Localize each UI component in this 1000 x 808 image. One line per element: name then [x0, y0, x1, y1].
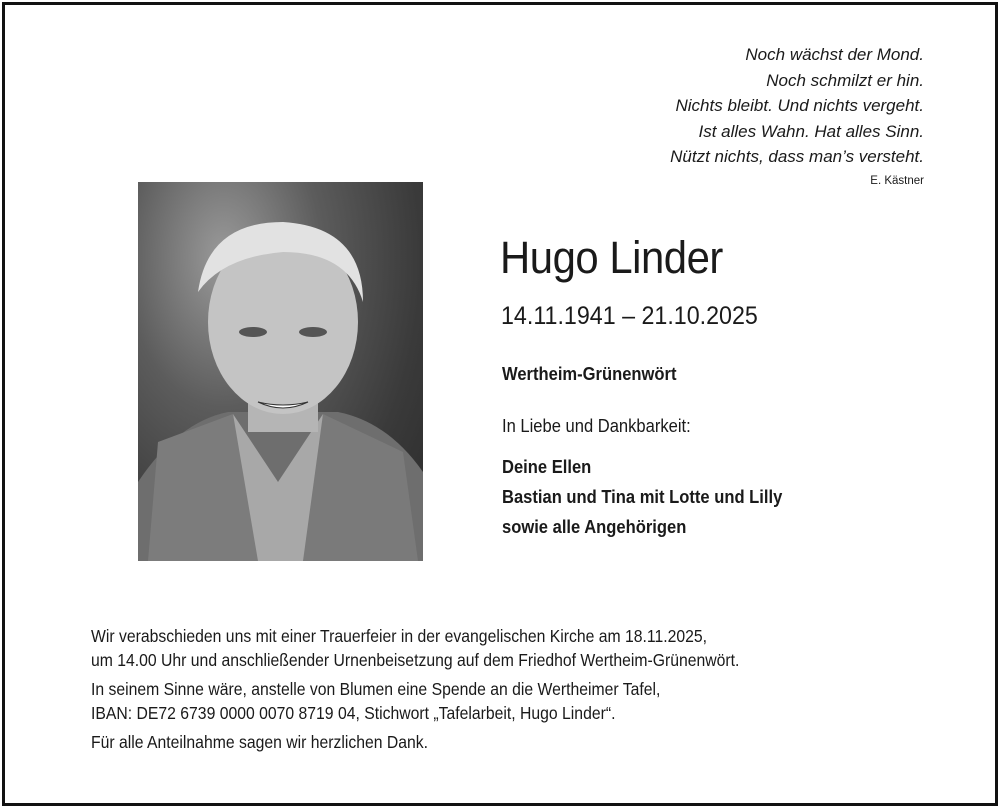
mourner-line: Deine Ellen	[502, 457, 592, 477]
poem-line: Ist alles Wahn. Hat alles Sinn.	[698, 121, 924, 141]
mourner-line: sowie alle Angehörigen	[502, 517, 687, 537]
funeral-details	[91, 624, 739, 754]
detail-line: In seinem Sinne wäre, anstelle von Blumen eine Spende an die Wertheimer Tafel,	[91, 679, 661, 699]
mourners-list	[502, 452, 782, 542]
poem-line: Noch wächst der Mond.	[745, 45, 924, 64]
poem-author: E. Kästner	[870, 174, 924, 187]
detail-line: IBAN: DE72 6739 0000 0070 8719 04, Stichwort „Tafelarbeit, Hugo Linder“.	[91, 703, 616, 723]
mourners-intro: In Liebe und Dankbarkeit:	[502, 416, 691, 436]
poem-line: Noch schmilzt er hin.	[766, 70, 924, 90]
deceased-name: Hugo Linder	[500, 232, 723, 283]
detail-line: Für alle Anteilnahme sagen wir herzlichen Dank.	[91, 732, 429, 752]
hometown: Wertheim-Grünenwört	[502, 364, 677, 384]
poem-quote	[670, 42, 924, 192]
poem-line: Nichts bleibt. Und nichts vergeht.	[675, 96, 924, 115]
mourner-line: Bastian und Tina mit Lotte und Lilly	[502, 487, 783, 507]
poem-line: Nützt nichts, dass man’s versteht.	[670, 147, 924, 166]
portrait-photo	[138, 182, 423, 561]
detail-line: Wir verabschieden uns mit einer Trauerfeier in der evangelischen Kirche am 18.11.2025,	[91, 626, 708, 646]
detail-line: um 14.00 Uhr und anschließender Urnenbeisetzung auf dem Friedhof Wertheim-Grünenwört.	[91, 650, 740, 670]
life-dates: 14.11.1941 – 21.10.2025	[501, 302, 758, 330]
